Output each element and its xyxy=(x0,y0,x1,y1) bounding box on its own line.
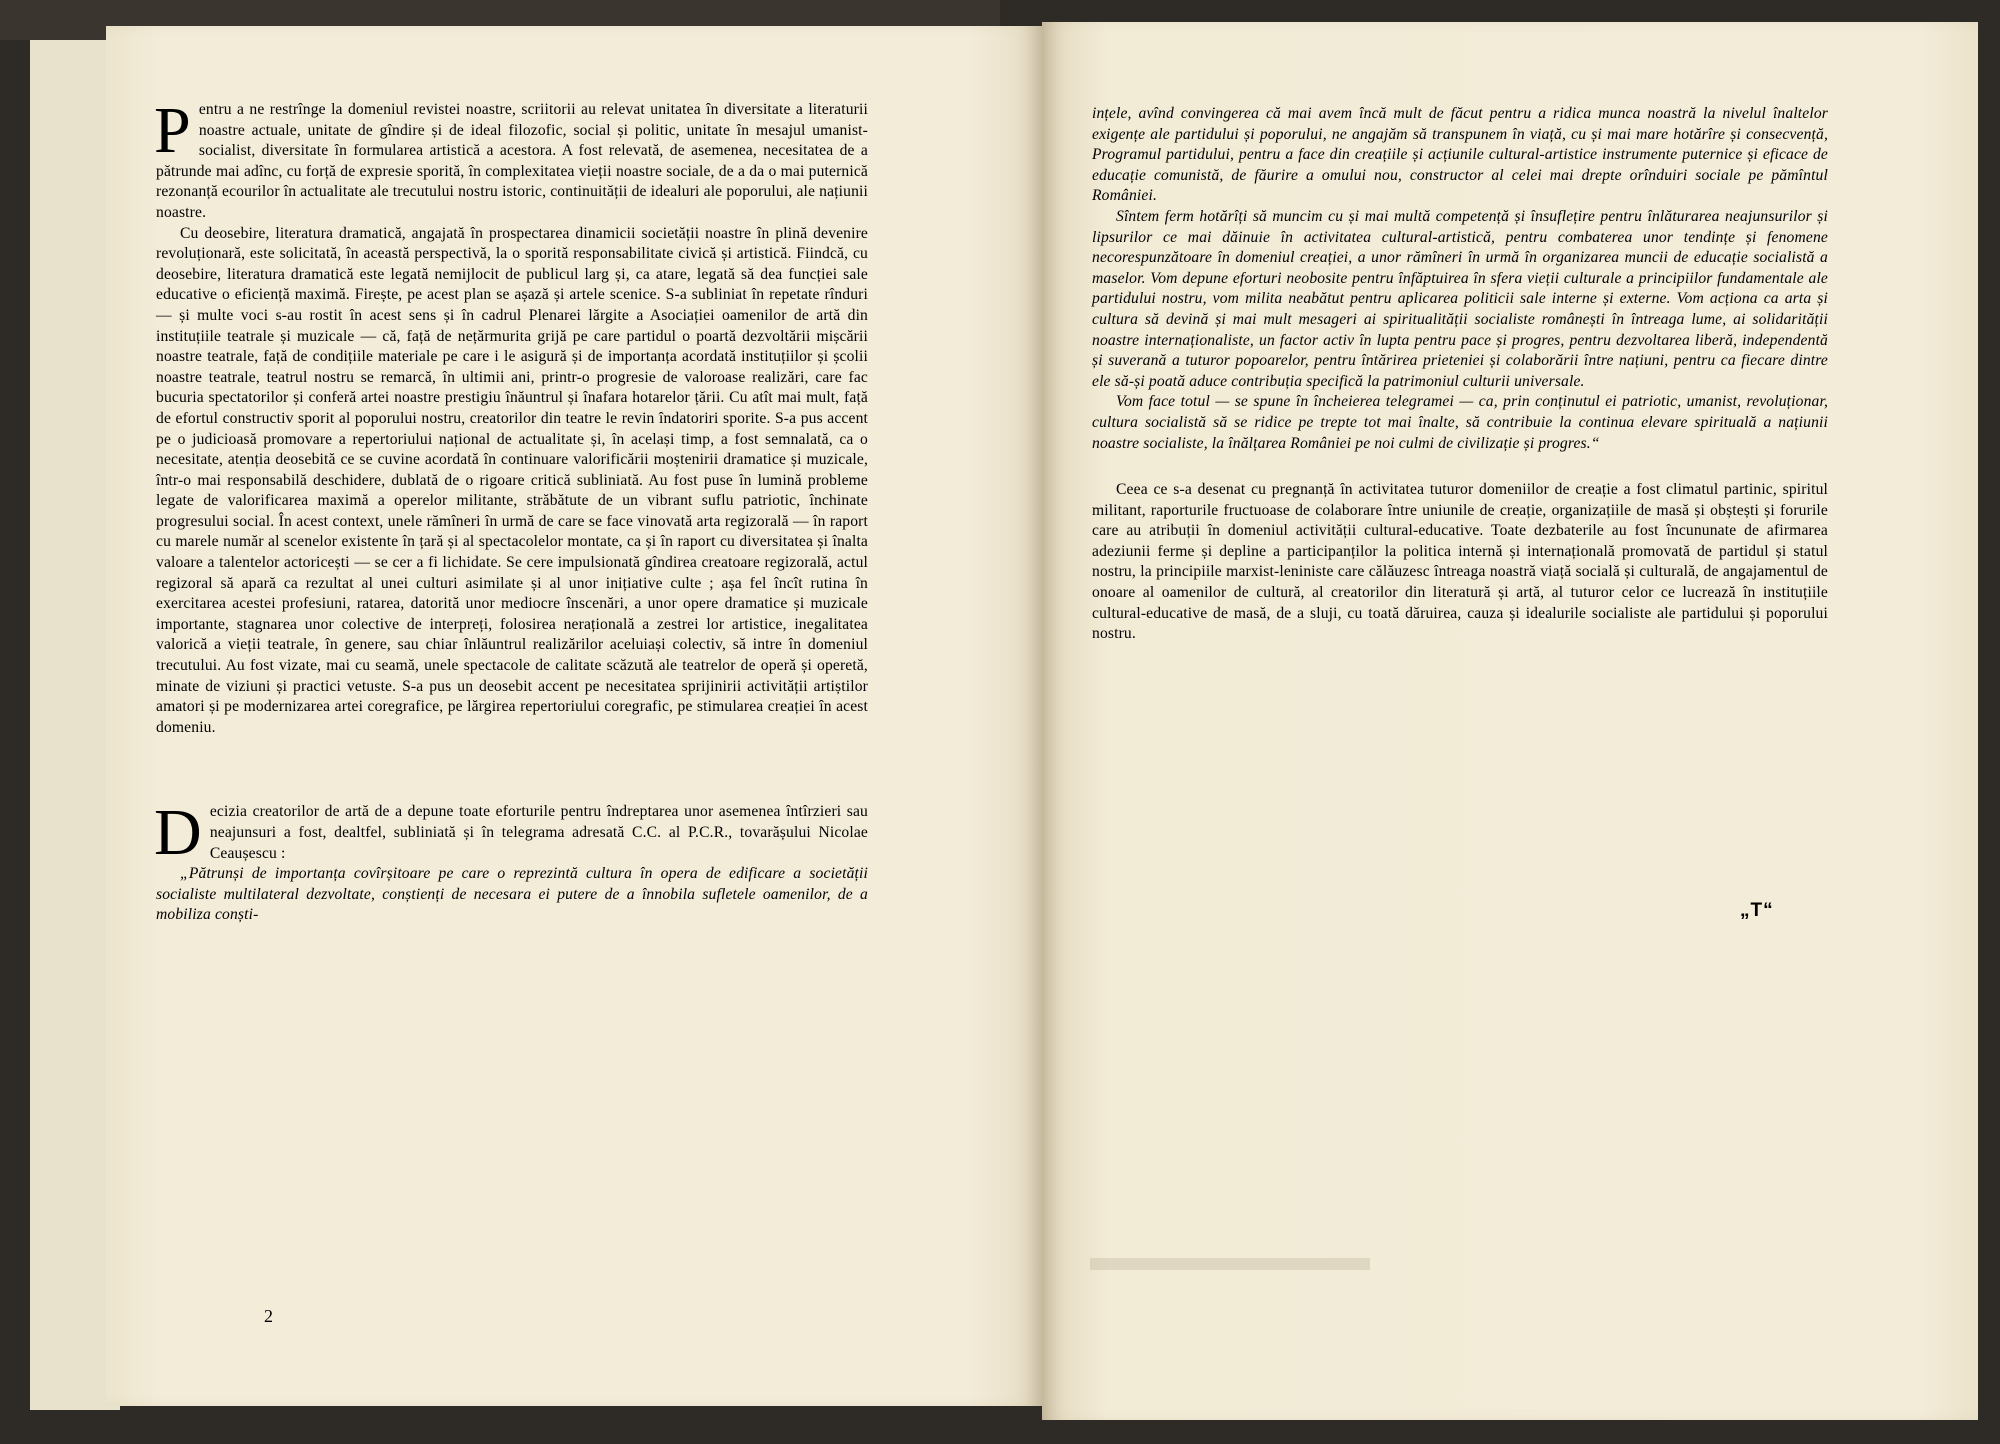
right-page-text xyxy=(1092,104,1828,645)
paragraph-1-text: entru a ne restrînge la domeniul revistei noastre, scriitorii au relevat unitatea în diversitate a literaturii noastre actuale, unitate de gîndire și de ideal filozofic, social și politic, unitate în mesajul umanist-socialist, diversitate în formularea artistică a acestora. A fost relevată, de asemenea, necesitatea de a pătrunde mai adînc, cu forță de expresie sporită, în complexitatea vieții noastre sociale, de a da o mai puternică rezonanță ecourilor în actualitate ale trecutului nostru istoric, continuității de idealuri ale poporului, ale națiunii noastre. xyxy=(156,101,868,221)
paragraph-3-text: ecizia creatorilor de artă de a depune toate eforturile pentru îndreptarea unor asemenea întîrzieri sau neajunsuri a fost, dealtfel, subliniată și în telegrama adresată C.C. al P.C.R., tovarășului Nicolae Ceaușescu : xyxy=(209,803,868,862)
paragraph-1 xyxy=(154,94,868,224)
closing-quote-text: ca, prin conținutul ei patriotic, umanist, revoluționar, cultura socialistă să se ridice pe trepte tot mai înalte, să contribuie la continua elevare spirituală a națiunii noastre socialiste, la înălțarea României pe noi culmi de civilizație și progres.“ xyxy=(1092,393,1828,452)
telegram-quote-paragraph-2: Sîntem ferm hotărîți să muncim cu și mai multă competență și însuflețire pentru înlăturarea neajunsurilor și lipsurilor ce mai dăinuie în activitatea cultural-artistică, pentru combaterea unor tendințe și fenomene necorespunzătoare în domeniul creației, a unor rămîneri în urmă în organizarea muncii de educație socialistă a maselor. Vom depune eforturi neobosite pentru înfăptuirea în sfera vieții culturale a principiilor fundamentale ale partidului nostru, vom milita neabătut pentru aplicarea politicii sale interne și externe. Vom acționa ca arta și cultura să devină și mai mult mesageri ai spiritualității socialiste românești în întreaga lume, ai solidarității noastre internaționaliste, un factor activ în lupta pentru pace și progres, pentru dezvoltarea liberă, independentă și suverană a tuturor popoarelor, pentru întărirea prieteniei și colaborării între națiuni, pentru ca fiecare dintre ele să-și poată aduce contribuția specifică la patrimoniul culturii universale. xyxy=(1092,207,1828,390)
telegram-quote-start: „Pătrunși de importanța covîrșitoare pe care o reprezintă cultura în opera de edificare a societății socialiste multilateral dezvoltate, conștienți de necesara ei putere de a înnobila sufletele oamenilor, de a mobiliza conști- xyxy=(156,865,868,924)
telegram-quote-continued: ințele, avînd convingerea că mai avem încă mult de făcut pentru a ridica munca noastră la nivelul înaltelor exigențe ale partidului și poporului, ne angajăm să transpunem în viață, cu și mai mare hotărîre și consecvență, Programul partidului, pentru a face din creațiile și acțiunile cultural-artistice instrumente puternice și eficace de educație comunistă, de făurire a omului nou, constructor al celei mai drepte orînduiri sociale pe pămîntul României. xyxy=(1092,105,1828,205)
drop-cap-d: D xyxy=(154,796,202,870)
telegram-quote-closing xyxy=(1092,392,1828,454)
bleed-through-mark xyxy=(1090,1258,1370,1270)
left-page-text xyxy=(154,94,868,926)
author-signature: „T“ xyxy=(1740,900,1774,921)
paragraph-2: Cu deosebire, literatura dramatică, angajată în prospectarea dinamicii societății noastre în plină devenire revoluționară, este solicitată, în această perspectivă, la o sporită responsabilitate civică și artistică. Fiindcă, cu deosebire, literatura dramatică este legată nemijlocit de publicul larg și, ca atare, legată să dea funcției sale educative o eficiență maximă. Firește, pe acest plan se așază și artele scenice. S-a subliniat în repetate rînduri — și multe voci s-au rostit în acest sens și în cadrul Plenarei lărgite a Asociației oamenilor de artă din instituțiile teatrale și muzicale — că, față de nețărmurita grijă pe care partidul o poartă dezvoltării mișcării noastre teatrale, față de condițiile materiale pe care i le asigură și de importanța acordată instituțiilor și școlii noastre teatrale, teatrul nostru se remarcă, în ultimii ani, printr-o progresie de valoroase realizări, care fac bucuria spectatorilor și conferă artei noastre prestigiu înăuntrul și înafara hotarelor țării. Cu atît mai mult, față de efortul constructiv sporit al poporului nostru, creatorilor din teatre le revin îndatoriri sporite. S-a pus accent pe o judicioasă promovare a repertoriului național de actualitate și, în același timp, a fost semnalată, ca o necesitate, atenția deosebită ce se cuvine acordată în continuare valorificării moștenirii dramatice și muzicale, într-o mai responsabilă deschidere, dublată de o rigoare critică subliniată. Au fost puse în lumină probleme legate de valorificarea maximă a operelor militante, străbătute de un vibrant suflu patriotic, închinate progresului social. În acest context, unele rămîneri în urmă de care se face vinovată arta regizorală — în raport cu marele număr al scenelor existente în țară și al spectacolelor montate, ca și în raport cu diversitatea și înalta valoare a talentelor actoricești — se cer a fi lichidate. Se cere impulsionată gîndirea creatoare regizorală, actul regizoral să apară ca rezultat al unei culturi asimilate și al unor inițiative culte ; așa fel încît rutina în exercitarea acestei profesiuni, ratarea, datorită unor mediocre înscenări, a unor opere dramatice și muzicale importante, stagnarea unor colective de interpreți, folosirea nerațională a zestrei lor artistice, inegalitatea valorică a vieții teatrale, în genere, sau chiar înlăuntrul realizărilor aceluiași colectiv, să intre în domeniul trecutului. Au fost vizate, mai cu seamă, unele spectacole de calitate scăzută ale teatrelor de operă și operetă, minate de viziuni și practici vetuste. S-a pus un deosebit accent pe necesitatea sprijinirii activității artiștilor amatori și pe modernizarea artei coregrafice, pe lărgirea repertoriului coregrafic, pe stimularea creației în acest domeniu. xyxy=(156,224,868,736)
closing-lead-in: Vom face totul — se spune în încheierea telegramei — xyxy=(1116,393,1474,411)
paragraph-3 xyxy=(154,796,868,870)
concluding-paragraph: Ceea ce s-a desenat cu pregnanță în activitatea tuturor domeniilor de creație a fost climatul partinic, spiritul militant, raporturile fructuoase de colaborare între uniunile de creație, organizațiile de masă și obștești și forurile care au atribuții în domeniul activității cultural-educative. Toate dezbaterile au fost încununate de afirmarea adeziunii ferme și depline a participanților la politica internă și internațională promovată de partidul și statul nostru, la principiile marxist-leniniste care călăuzesc întreaga noastră viață socială și culturală, de angajamentul de onoare al oamenilor de cultură, al creatorilor din literatură și artă, al tuturor celor ce lucrează în instituțiile cultural-educative de masă, de a sluji, cu toată dăruirea, cauza și idealurile socialiste ale partidului și poporului nostru. xyxy=(1092,481,1828,643)
drop-cap-p: P xyxy=(154,94,191,167)
page-number: 2 xyxy=(264,1306,273,1326)
